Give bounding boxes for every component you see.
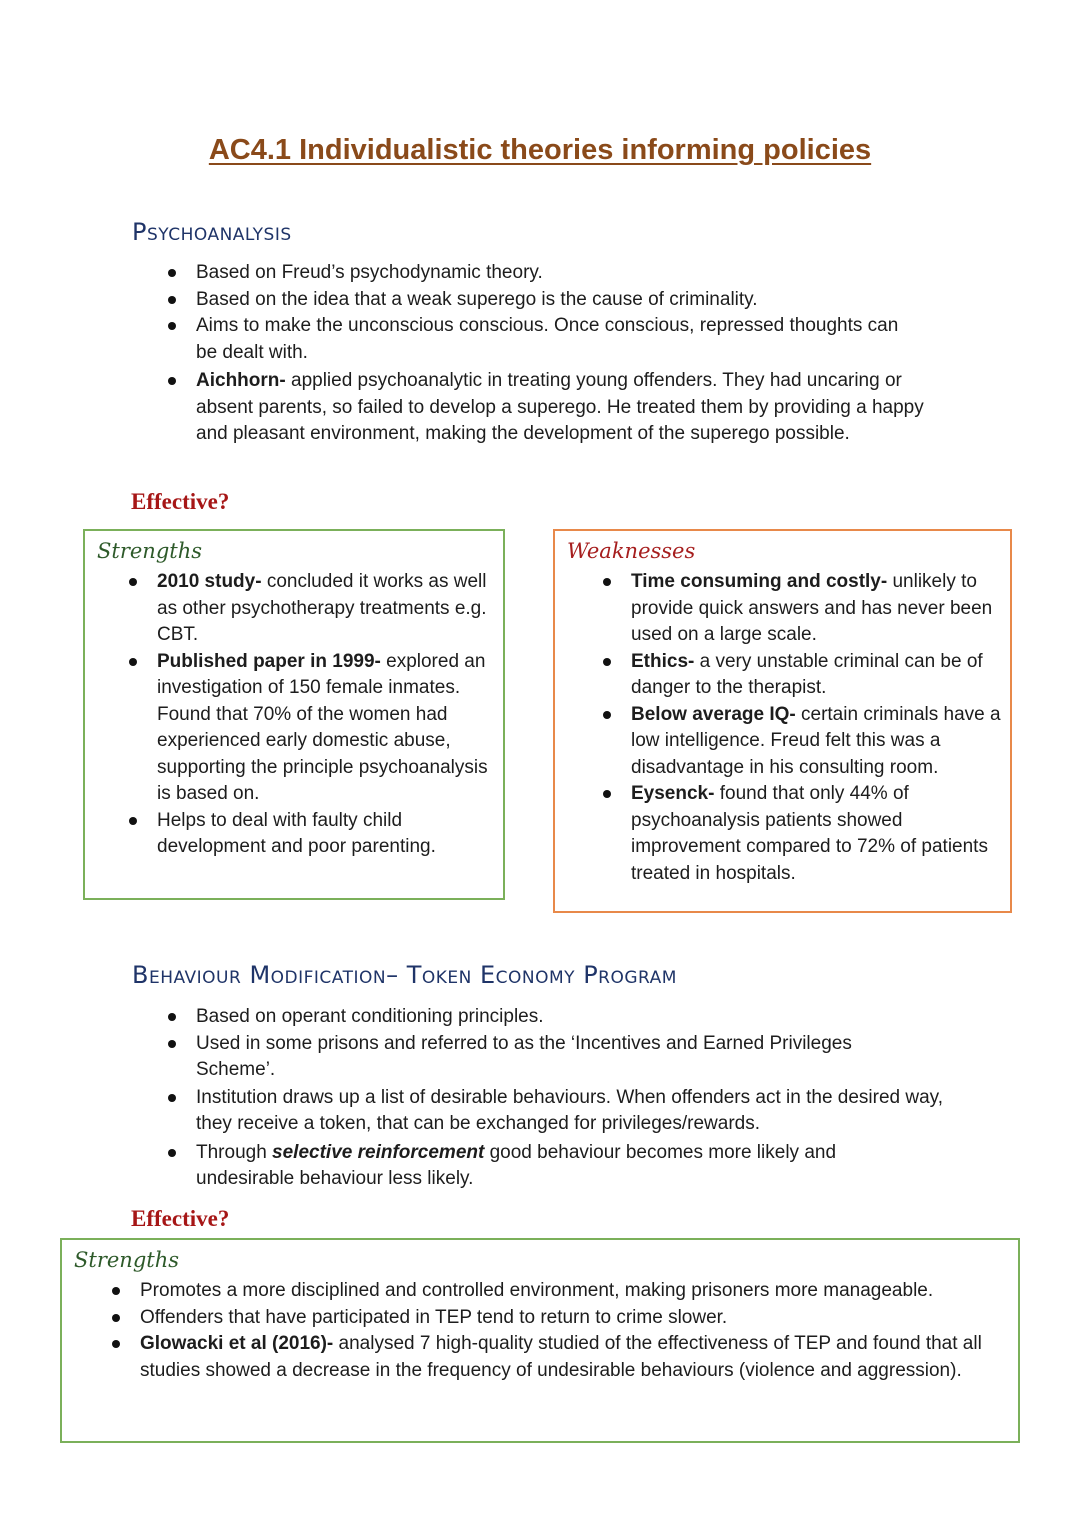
weaknesses-list bbox=[599, 569, 1004, 887]
list-item: Eysenck- found that only 44% of psychoanalysis patients showed improvement compared to 72% of patients treated in hospitals. bbox=[599, 781, 1004, 887]
list-item: Published paper in 1999- explored an investigation of 150 female inmates. Found that 70% of the women had experienced early domestic abuse, supporting the principle psychoanalysis is based on. bbox=[125, 649, 495, 808]
list-item: Below average IQ- certain criminals have a low intelligence. Freud felt this was a disadvantage in his consulting room. bbox=[599, 702, 1004, 782]
behaviour-strengths-box bbox=[60, 1238, 1020, 1443]
list-item: Helps to deal with faulty child development and poor parenting. bbox=[125, 808, 495, 861]
list-item: Based on operant conditioning principles. bbox=[164, 1004, 964, 1031]
list-item: Institution draws up a list of desirable behaviours. When offenders act in the desired way, they receive a token, that can be exchanged for privileges/rewards. bbox=[164, 1085, 964, 1138]
behaviour-bullet-list bbox=[164, 1004, 964, 1193]
list-item: Used in some prisons and referred to as the ‘Incentives and Earned Privileges Scheme’. bbox=[164, 1031, 964, 1084]
list-item: Glowacki et al (2016)- analysed 7 high-quality studied of the effectiveness of TEP and found that all studies showed a decrease in the frequency of undesirable behaviours (violence and aggression). bbox=[108, 1331, 1008, 1384]
list-item: 2010 study- concluded it works as well as other psychotherapy treatments e.g. CBT. bbox=[125, 569, 495, 649]
list-item: Based on the idea that a weak superego is the cause of criminality. bbox=[164, 287, 964, 314]
list-item: Based on Freud’s psychodynamic theory. bbox=[164, 260, 964, 287]
psychoanalysis-bullet-list bbox=[164, 260, 964, 448]
list-item: Promotes a more disciplined and controlled environment, making prisoners more manageable. bbox=[108, 1278, 1008, 1305]
weaknesses-box bbox=[553, 529, 1012, 913]
psychoanalysis-heading: Psychoanalysis bbox=[132, 218, 292, 246]
strengths-list bbox=[125, 569, 495, 861]
strengths-box bbox=[83, 529, 505, 900]
page-title: AC4.1 Individualistic theories informing policies bbox=[208, 134, 872, 166]
behaviour-modification-heading: Behaviour Modification– Token Economy Program bbox=[132, 961, 677, 989]
strengths-label: Strengths bbox=[97, 539, 202, 563]
list-item: Through selective reinforcement good behaviour becomes more likely and undesirable behaviour less likely. bbox=[164, 1140, 964, 1193]
effective-heading: Effective? bbox=[131, 489, 230, 514]
list-item: Ethics- a very unstable criminal can be of danger to the therapist. bbox=[599, 649, 1004, 702]
list-item: Aichhorn- applied psychoanalytic in treating young offenders. They had uncaring or absent parents, so failed to develop a superego. He treated them by providing a happy and pleasant environment, making the development of the superego possible. bbox=[164, 368, 964, 448]
list-item: Aims to make the unconscious conscious. Once conscious, repressed thoughts can be dealt with. bbox=[164, 313, 964, 366]
weaknesses-label: Weaknesses bbox=[567, 539, 696, 563]
list-item: Time consuming and costly- unlikely to provide quick answers and has never been used on a large scale. bbox=[599, 569, 1004, 649]
list-item: Offenders that have participated in TEP tend to return to crime slower. bbox=[108, 1305, 1008, 1332]
behaviour-strengths-list bbox=[108, 1278, 1008, 1384]
strengths-label: Strengths bbox=[74, 1248, 179, 1272]
effective-heading-2: Effective? bbox=[131, 1206, 230, 1231]
